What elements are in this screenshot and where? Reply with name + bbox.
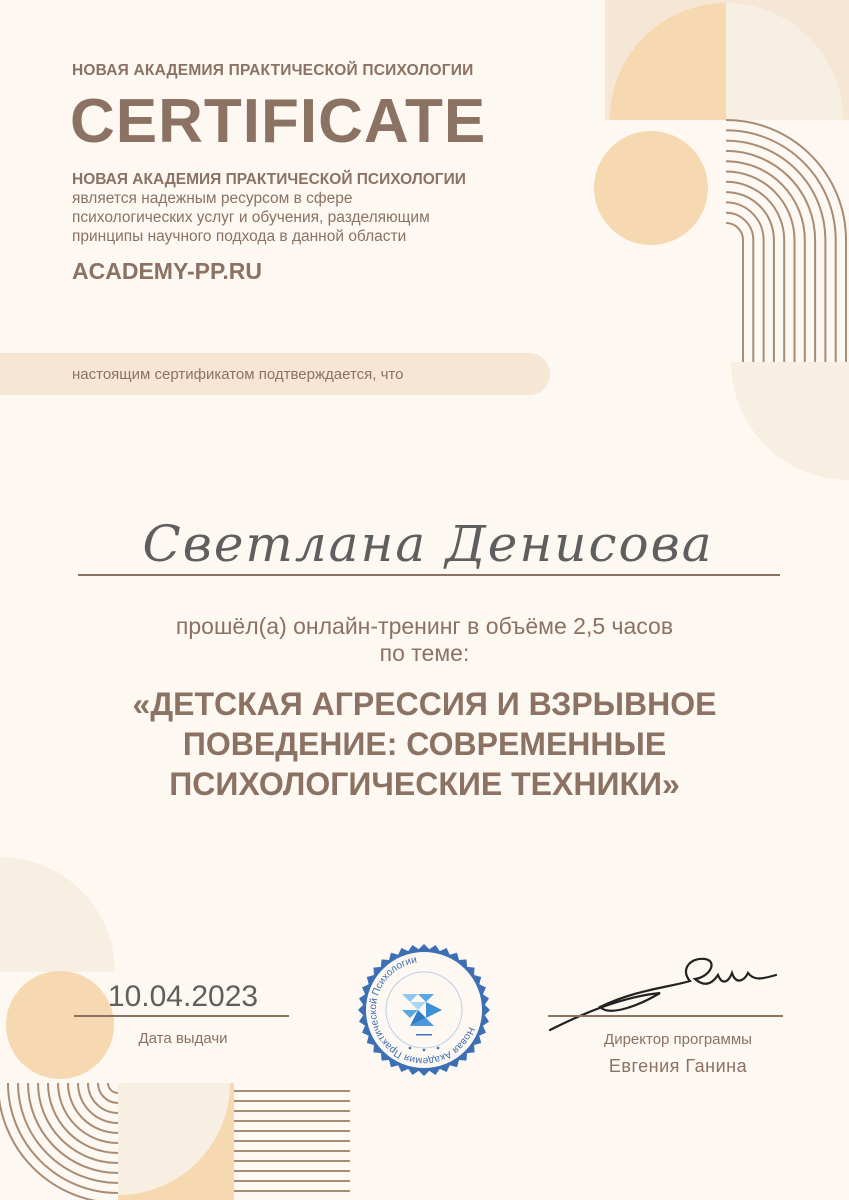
completion-line: по теме: [379,640,470,666]
arc-line [726,202,764,362]
organization-description [72,170,512,246]
arc-line [108,1083,118,1093]
date-underline [74,1015,289,1017]
name-underline [78,574,780,576]
academy-seal [358,944,490,1076]
website-link[interactable]: ACADEMY-PP.RU [72,258,262,284]
certificate-title: CERTIFICATE [70,87,487,156]
arc-line [726,192,774,362]
issue-date: 10.04.2023 [107,980,259,1013]
director-signature [540,945,790,1035]
arc-line [726,161,805,362]
completion-text [0,613,849,667]
description-line: психологических услуг и обучения, разделяющим [72,209,430,226]
arc-line [58,1083,118,1143]
course-topic [60,684,789,804]
arc-line [38,1083,118,1163]
topic-line: «ДЕТСКАЯ АГРЕССИЯ И ВЗРЫВНОЕ [132,686,717,722]
signature-line [548,1015,783,1017]
signatory-role: Директор программы [604,1031,752,1048]
arc-line [726,223,743,362]
arc-line [726,213,753,362]
arc-line [88,1083,118,1113]
description-org: НОВАЯ АКАДЕМИЯ ПРАКТИЧЕСКОЙ ПСИХОЛОГИИ [72,171,466,188]
seal-text: Новая Академия Практической Психологии [367,954,477,1067]
organization-name: НОВАЯ АКАДЕМИЯ ПРАКТИЧЕСКОЙ ПСИХОЛОГИИ [72,62,474,79]
issue-date-label: Дата выдачи [138,1030,228,1047]
description-line: принципы научного подхода в данной области [72,228,407,245]
topic-line: ПСИХОЛОГИЧЕСКИЕ ТЕХНИКИ» [169,766,680,802]
signatory-name: Евгения Ганина [608,1056,748,1076]
arc-line [8,1083,118,1193]
recipient-name: Светлана Денисова [142,515,714,573]
completion-line: прошёл(а) онлайн-тренинг в объёме 2,5 часов [175,613,674,639]
topic-line: ПОВЕДЕНИЕ: СОВРЕМЕННЫЕ [182,726,667,762]
arc-line [726,182,784,362]
description-line: является надежным ресурсом в сфере [72,190,353,207]
confirmation-text: настоящим сертификатом подтверждается, что [72,366,404,383]
